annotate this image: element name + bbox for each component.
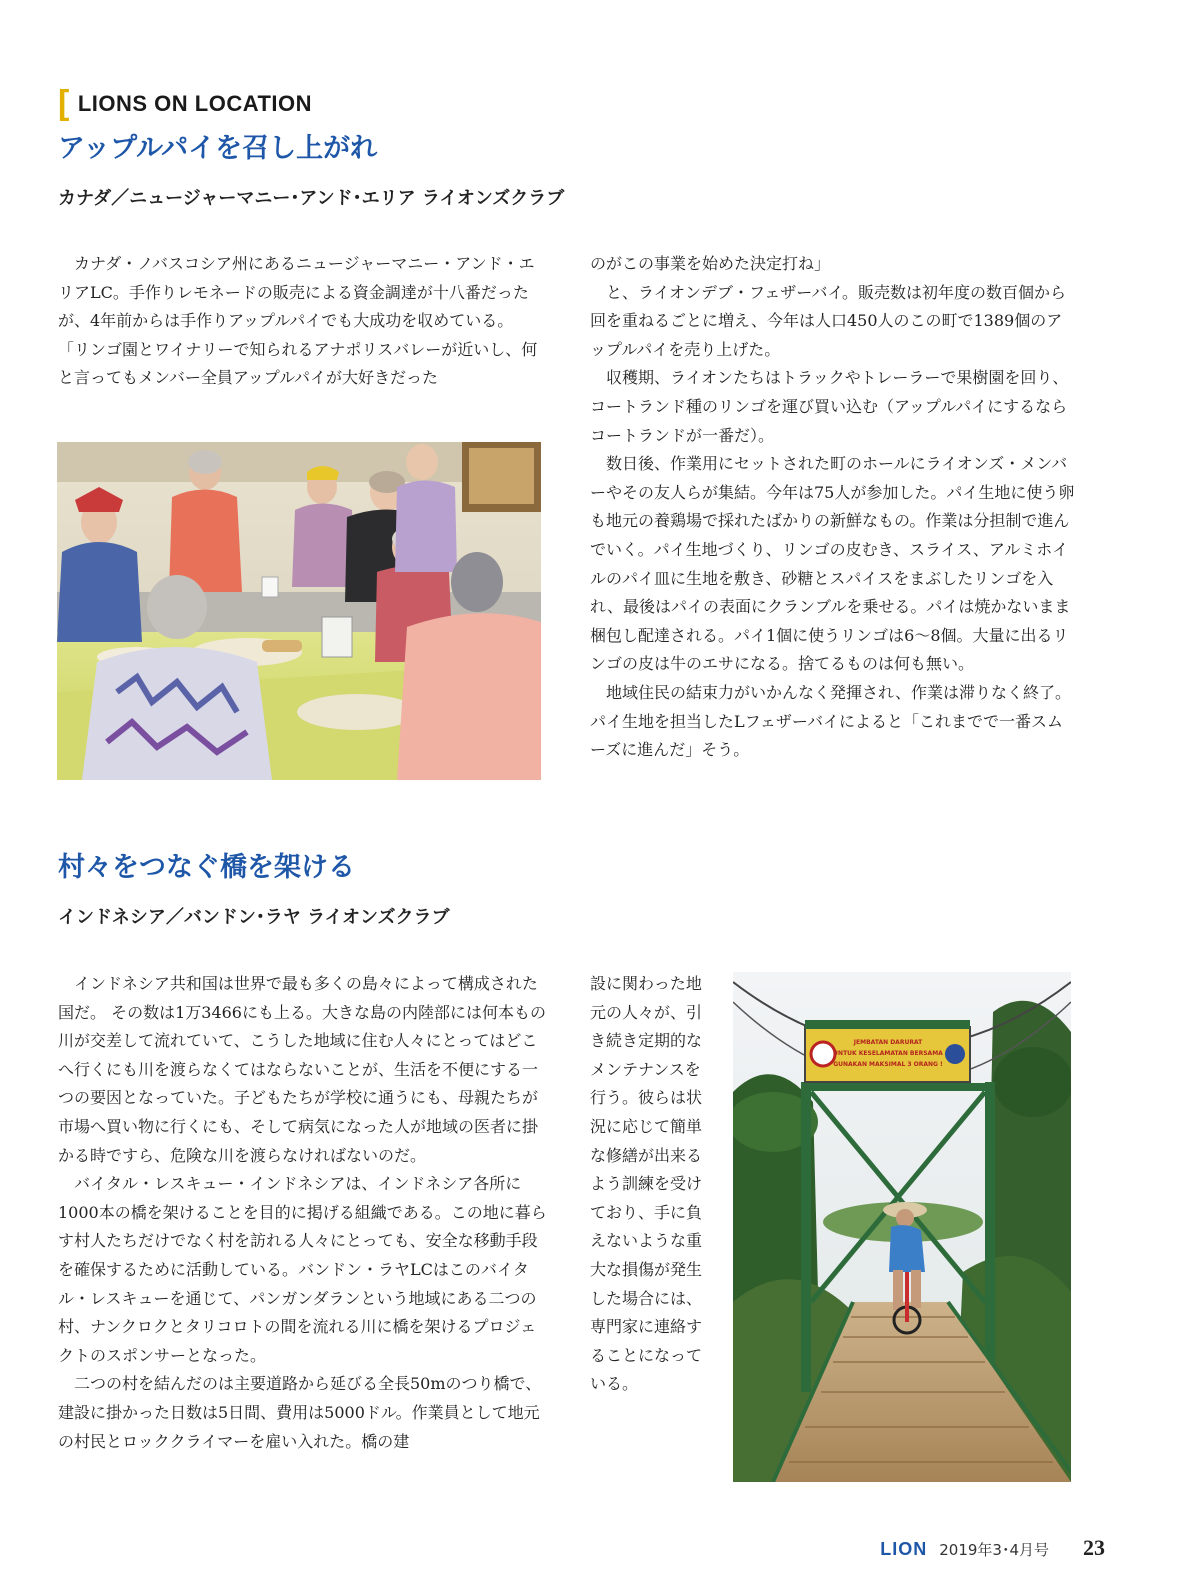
article1-title: アップルパイを召し上がれ [58, 133, 378, 164]
article2-column1 [58, 970, 552, 1488]
section-label-text: LIONS ON LOCATION [77, 91, 313, 116]
bracket-mark: [ [58, 84, 70, 122]
suspension-bridge-photo [733, 972, 1071, 1482]
magazine-brand: LION [880, 1539, 928, 1559]
sign-line-2: UNTUK KESELAMATAN BERSAMA [833, 1050, 943, 1057]
paragraph: と、ライオンデブ・フェザーバイ。販売数は初年度の数百個から回を重ねるごとに増え、今年は人口450人のこの町で1389個のアップルパイを売り上げた。 [590, 282, 1067, 359]
page-footer [880, 1535, 1105, 1561]
article2-column2 [590, 970, 704, 1460]
article2-title: 村々をつなぐ橋を架ける [58, 852, 355, 883]
article1-column2 [590, 250, 1076, 790]
apple-pie-workshop-photo [57, 442, 541, 780]
bridge-photo-illustration [733, 972, 1071, 1482]
section-label [58, 84, 313, 122]
paragraph: 数日後、作業用にセットされた町のホールにライオンズ・メンバーやその友人らが集結。今年は75人が参加した。パイ生地に使う卵も地元の養鶏場で採れたばかりの新鮮なもの。作業は分担制で進んでいく。パイ生地づくり、リンゴの皮むき、スライス、アルミホイルのパイ皿に生地を敷き、砂糖とスパイスをまぶしたリンゴを入れ、最後はパイの表面にクランブルを乗せる。パイは焼かないまま梱包し配達される。パイ1個に使うリンゴは6～8個。大量に出るリンゴの皮は牛のエサになる。捨てるものは何も無い。 [590, 454, 1075, 674]
paragraph: バイタル・レスキュー・インドネシアは、インドネシア各所に1000本の橋を架けることを目的に掲げる組織である。この地に暮らす村人たちだけでなく村を訪れる人々にとっても、安全な移動手段を確保するために活動している。バンドン・ラヤLCはこのバイタル・レスキューを通じて、パンガンダランという地域にある二つの村、ナンクロクとタリコロトの間を流れる川に橋を架けるプロジェクトのスポンサーとなった。 [58, 1174, 547, 1365]
paragraph: 二つの村を結んだのは主要道路から延びる全長50mのつり橋で、建設に掛かった日数は5日間、費用は5000ドル。作業員として地元の村民とロッククライマーを雇い入れた。橋の建 [58, 1374, 542, 1451]
sign-line-3: GUNAKAN MAKSIMAL 3 ORANG ! [833, 1061, 943, 1068]
article2-byline: インドネシア／バンドン･ラヤ ライオンズクラブ [58, 907, 450, 928]
paragraph: 収穫期、ライオンたちはトラックやトレーラーで果樹園を回り、コートランド種のリンゴを運び買い込む（アップルパイにするならコートランドが一番だ）。 [590, 368, 1069, 445]
page-number: 23 [1083, 1535, 1105, 1560]
sign-line-1: JEMBATAN DARURAT [853, 1039, 923, 1046]
workshop-photo-illustration [57, 442, 541, 780]
article1-column1 [58, 250, 548, 424]
paragraph: カナダ・ノバスコシア州にあるニュージャーマニー・アンド・エリアLC。手作りレモネードの販売による資金調達が十八番だったが、4年前からは手作りアップルパイでも大成功を収めている。 [58, 254, 535, 331]
paragraph: のがこの事業を始めた決定打ね」 [590, 254, 831, 273]
article1-byline: カナダ／ニュージャーマニー･アンド･エリア ライオンズクラブ [58, 188, 565, 209]
issue-date: 2019年3･4月号 [939, 1541, 1049, 1559]
paragraph: インドネシア共和国は世界で最も多くの島々によって構成された国だ。 その数は1万3466にも上る。大きな島の内陸部には何本もの川が交差して流れていて、こうした地域に住む人々にとってはどこへ行くにも川を渡らなくてはならないことが、生活を不便にする一つの要因となっていた。子どもたちが学校に通うにも、母親たちが市場へ買い物に行くにも、そして病気になった人が地域の医者に掛かる時ですら、危険な川を渡らなければないのだ。 [58, 974, 546, 1165]
paragraph: 設に関わった地元の人々が、引き続き定期的なメンテナンスを行う。彼らは状況に応じて簡単な修繕が出来るよう訓練を受けており、手に負えないような重大な損傷が発生した場合には、専門家に連絡することになっている。 [590, 974, 703, 1394]
paragraph: 地域住民の結束力がいかんなく発揮され、作業は滞りなく終了。パイ生地を担当したLフェザーバイによると「これまでで一番スムーズに進んだ」そう。 [590, 682, 1071, 760]
paragraph: 「リンゴ園とワイナリーで知られるアナポリスバレーが近いし、何と言ってもメンバー全員アップルパイが大好きだった [58, 339, 538, 388]
